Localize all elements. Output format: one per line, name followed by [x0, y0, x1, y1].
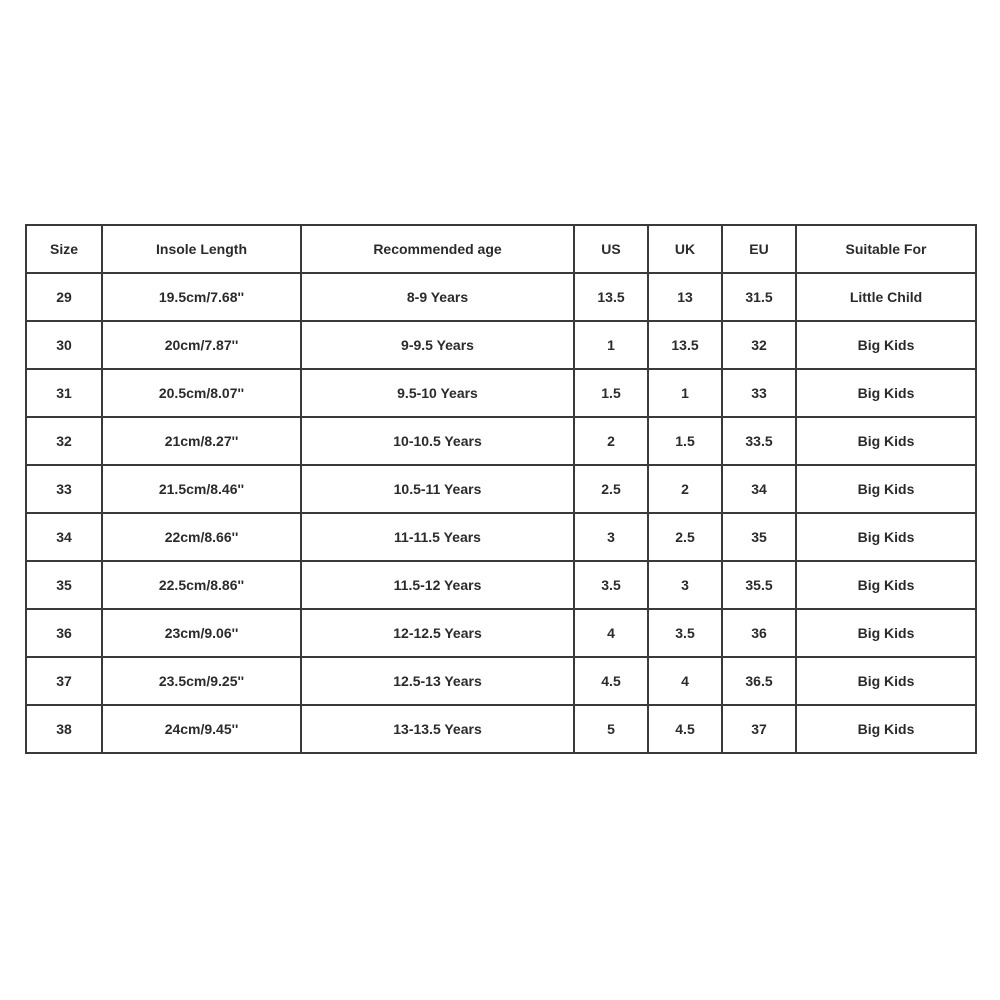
cell-size: 34: [26, 513, 102, 561]
cell-suitable-for: Big Kids: [796, 465, 976, 513]
header-suitable-for: Suitable For: [796, 225, 976, 273]
cell-size: 37: [26, 657, 102, 705]
table-row: [26, 609, 976, 657]
cell-eu: 33: [722, 369, 796, 417]
header-size: Size: [26, 225, 102, 273]
cell-uk: 3: [648, 561, 722, 609]
cell-suitable-for: Big Kids: [796, 561, 976, 609]
table-row: [26, 321, 976, 369]
cell-insole-length: 23.5cm/9.25'': [102, 657, 301, 705]
table-row: [26, 705, 976, 753]
cell-insole-length: 22cm/8.66'': [102, 513, 301, 561]
cell-uk: 4: [648, 657, 722, 705]
cell-recommended-age: 11-11.5 Years: [301, 513, 574, 561]
cell-uk: 2.5: [648, 513, 722, 561]
cell-insole-length: 24cm/9.45'': [102, 705, 301, 753]
cell-uk: 13.5: [648, 321, 722, 369]
cell-size: 36: [26, 609, 102, 657]
cell-recommended-age: 10-10.5 Years: [301, 417, 574, 465]
cell-recommended-age: 8-9 Years: [301, 273, 574, 321]
cell-size: 30: [26, 321, 102, 369]
cell-uk: 1.5: [648, 417, 722, 465]
cell-eu: 31.5: [722, 273, 796, 321]
header-us: US: [574, 225, 648, 273]
cell-size: 33: [26, 465, 102, 513]
header-insole-length: Insole Length: [102, 225, 301, 273]
cell-recommended-age: 13-13.5 Years: [301, 705, 574, 753]
header-recommended-age: Recommended age: [301, 225, 574, 273]
cell-size: 35: [26, 561, 102, 609]
cell-eu: 37: [722, 705, 796, 753]
table-header-row: [26, 225, 976, 273]
cell-eu: 35.5: [722, 561, 796, 609]
header-uk: UK: [648, 225, 722, 273]
table-row: [26, 657, 976, 705]
cell-insole-length: 19.5cm/7.68'': [102, 273, 301, 321]
cell-recommended-age: 12-12.5 Years: [301, 609, 574, 657]
cell-recommended-age: 11.5-12 Years: [301, 561, 574, 609]
cell-us: 4: [574, 609, 648, 657]
cell-uk: 2: [648, 465, 722, 513]
table-row: [26, 561, 976, 609]
cell-size: 32: [26, 417, 102, 465]
cell-suitable-for: Big Kids: [796, 609, 976, 657]
cell-eu: 33.5: [722, 417, 796, 465]
cell-us: 2: [574, 417, 648, 465]
table-row: [26, 273, 976, 321]
cell-suitable-for: Big Kids: [796, 369, 976, 417]
cell-size: 29: [26, 273, 102, 321]
cell-recommended-age: 9.5-10 Years: [301, 369, 574, 417]
cell-suitable-for: Big Kids: [796, 321, 976, 369]
cell-eu: 36: [722, 609, 796, 657]
cell-size: 38: [26, 705, 102, 753]
cell-eu: 32: [722, 321, 796, 369]
cell-insole-length: 23cm/9.06'': [102, 609, 301, 657]
cell-recommended-age: 12.5-13 Years: [301, 657, 574, 705]
cell-eu: 35: [722, 513, 796, 561]
cell-suitable-for: Big Kids: [796, 513, 976, 561]
cell-us: 5: [574, 705, 648, 753]
cell-recommended-age: 9-9.5 Years: [301, 321, 574, 369]
size-chart-table: [25, 224, 977, 754]
cell-insole-length: 21cm/8.27'': [102, 417, 301, 465]
cell-us: 1: [574, 321, 648, 369]
cell-suitable-for: Big Kids: [796, 705, 976, 753]
table-row: [26, 465, 976, 513]
table-row: [26, 417, 976, 465]
cell-us: 1.5: [574, 369, 648, 417]
cell-suitable-for: Big Kids: [796, 417, 976, 465]
cell-us: 3.5: [574, 561, 648, 609]
cell-insole-length: 20.5cm/8.07'': [102, 369, 301, 417]
cell-uk: 1: [648, 369, 722, 417]
cell-recommended-age: 10.5-11 Years: [301, 465, 574, 513]
cell-us: 2.5: [574, 465, 648, 513]
table-row: [26, 513, 976, 561]
header-eu: EU: [722, 225, 796, 273]
cell-uk: 3.5: [648, 609, 722, 657]
cell-insole-length: 21.5cm/8.46'': [102, 465, 301, 513]
cell-us: 13.5: [574, 273, 648, 321]
cell-us: 3: [574, 513, 648, 561]
cell-size: 31: [26, 369, 102, 417]
cell-insole-length: 20cm/7.87'': [102, 321, 301, 369]
cell-suitable-for: Big Kids: [796, 657, 976, 705]
table-row: [26, 369, 976, 417]
cell-eu: 34: [722, 465, 796, 513]
cell-eu: 36.5: [722, 657, 796, 705]
cell-uk: 4.5: [648, 705, 722, 753]
cell-us: 4.5: [574, 657, 648, 705]
cell-suitable-for: Little Child: [796, 273, 976, 321]
cell-insole-length: 22.5cm/8.86'': [102, 561, 301, 609]
cell-uk: 13: [648, 273, 722, 321]
